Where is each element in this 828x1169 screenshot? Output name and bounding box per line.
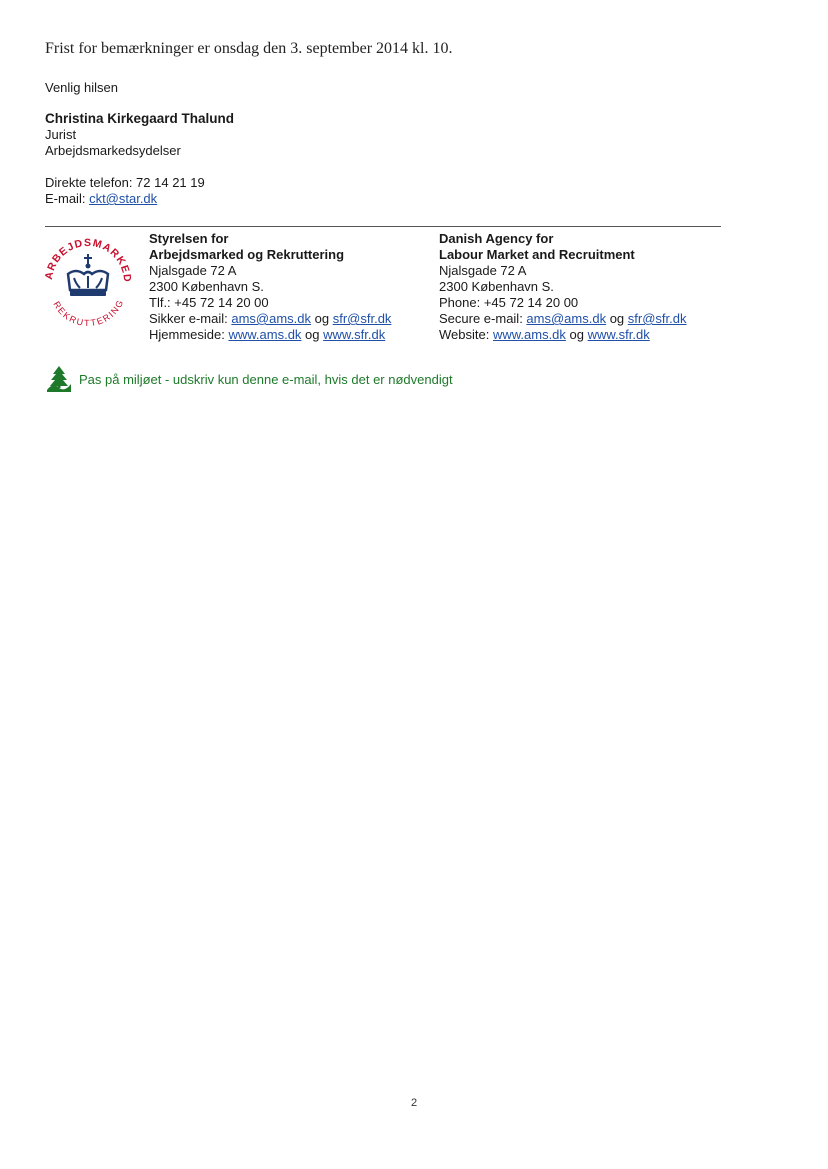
danish-email-ams-link[interactable]: ams@ams.dk <box>231 311 312 326</box>
sender-email-line <box>45 191 157 207</box>
english-email-ams-link[interactable]: ams@ams.dk <box>526 311 607 326</box>
eco-notice <box>45 364 453 395</box>
english-contact-block <box>439 231 686 343</box>
svg-text:ARBEJDSMARKED: ARBEJDSMARKED <box>42 236 134 284</box>
danish-secure-email-line <box>149 311 391 327</box>
danish-og2: og <box>301 327 324 342</box>
page-number: 2 <box>410 1097 418 1109</box>
english-agency-line2: Labour Market and Recruitment <box>439 247 635 262</box>
english-web-sfr-link[interactable]: www.sfr.dk <box>587 327 650 342</box>
sender-email-link[interactable]: ckt@star.dk <box>89 191 158 206</box>
deadline-text: Frist for bemærkninger er onsdag den 3. september 2014 kl. 10. <box>45 40 453 57</box>
english-agency-line1: Danish Agency for <box>439 231 554 246</box>
danish-phone: Tlf.: +45 72 14 20 00 <box>149 295 269 310</box>
english-phone: Phone: +45 72 14 20 00 <box>439 295 579 310</box>
english-og1: og <box>606 311 628 326</box>
greeting: Venlig hilsen <box>45 80 118 95</box>
tree-road-icon <box>45 364 73 395</box>
english-og2: og <box>565 327 588 342</box>
email-label: E-mail: <box>45 191 90 206</box>
danish-web-sfr-link[interactable]: www.sfr.dk <box>323 327 386 342</box>
danish-email-sfr-link[interactable]: sfr@sfr.dk <box>332 311 392 326</box>
danish-city: 2300 København S. <box>149 279 264 294</box>
danish-web-line <box>149 327 391 343</box>
sender-name: Christina Kirkegaard Thalund <box>45 111 235 126</box>
english-city: 2300 København S. <box>439 279 554 294</box>
danish-secure-label: Sikker e-mail: <box>149 311 232 326</box>
danish-web-ams-link[interactable]: www.ams.dk <box>228 327 302 342</box>
english-street: Njalsgade 72 A <box>439 263 527 278</box>
svg-text:REKRUTTERING: REKRUTTERING <box>51 297 126 328</box>
english-web-line <box>439 327 686 343</box>
danish-og1: og <box>311 311 333 326</box>
sender-phone: Direkte telefon: 72 14 21 19 <box>45 175 205 190</box>
danish-web-label: Hjemmeside: <box>149 327 229 342</box>
english-email-sfr-link[interactable]: sfr@sfr.dk <box>627 311 687 326</box>
danish-agency-line2: Arbejdsmarked og Rekruttering <box>149 247 345 262</box>
english-web-label: Website: <box>439 327 493 342</box>
sender-title: Jurist <box>45 127 77 142</box>
divider <box>45 226 721 227</box>
eco-notice-text: Pas på miljøet - udskriv kun denne e-mail, hvis det er nødvendigt <box>79 372 453 387</box>
sender-department: Arbejdsmarkedsydelser <box>45 143 181 158</box>
english-secure-email-line <box>439 311 686 327</box>
english-secure-label: Secure e-mail: <box>439 311 527 326</box>
crown-icon <box>40 232 136 328</box>
danish-contact-block <box>149 231 391 343</box>
agency-logo <box>40 232 136 328</box>
english-web-ams-link[interactable]: www.ams.dk <box>492 327 566 342</box>
danish-agency-line1: Styrelsen for <box>149 231 229 246</box>
danish-street: Njalsgade 72 A <box>149 263 237 278</box>
